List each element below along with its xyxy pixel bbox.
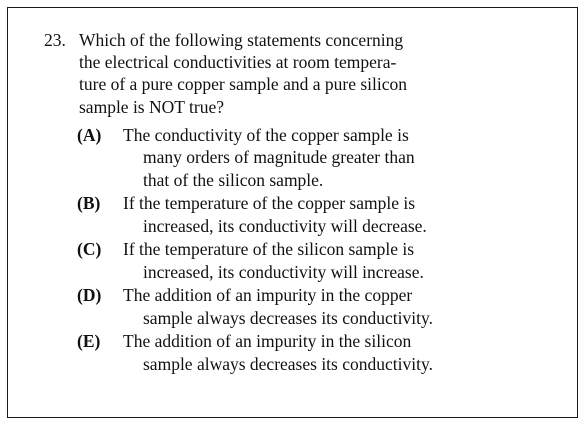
option-e <box>77 330 433 375</box>
option-letter: (C) <box>77 239 102 260</box>
option-text <box>123 192 427 237</box>
option-line: sample always decreases its conductivity. <box>143 353 433 374</box>
option-line: The addition of an impurity in the silicon <box>123 331 412 352</box>
option-letter: (E) <box>77 331 101 352</box>
option-text <box>123 284 433 329</box>
answer-options <box>77 124 433 376</box>
option-line: increased, its conductivity will decrease. <box>143 215 427 236</box>
option-line: many orders of magnitude greater than <box>143 147 415 168</box>
stem-line: the electrical conductivities at room tempera- <box>79 52 397 73</box>
option-text <box>123 238 424 283</box>
option-letter: (D) <box>77 285 102 306</box>
option-d <box>77 284 433 329</box>
option-text <box>123 124 415 192</box>
option-letter: (A) <box>77 124 102 145</box>
option-c <box>77 238 433 283</box>
option-b <box>77 192 433 237</box>
option-line: The conductivity of the copper sample is <box>123 124 409 145</box>
stem-line: sample is NOT true? <box>79 96 224 117</box>
question-text <box>79 29 407 118</box>
question-block <box>44 29 433 376</box>
option-letter: (B) <box>77 193 101 214</box>
option-line: that of the silicon sample. <box>143 169 324 190</box>
option-line: sample always decreases its conductivity. <box>143 307 433 328</box>
stem-line: ture of a pure copper sample and a pure silicon <box>79 74 407 95</box>
stem-line: Which of the following statements concerning <box>79 30 404 50</box>
question-stem <box>44 29 433 118</box>
option-text <box>123 330 433 375</box>
option-line: If the temperature of the copper sample is <box>123 193 416 214</box>
option-a <box>77 124 433 192</box>
option-line: If the temperature of the silicon sample is <box>123 239 415 260</box>
question-number: 23. <box>44 30 66 50</box>
option-line: The addition of an impurity in the copper <box>123 285 413 306</box>
option-line: increased, its conductivity will increase. <box>143 261 424 282</box>
